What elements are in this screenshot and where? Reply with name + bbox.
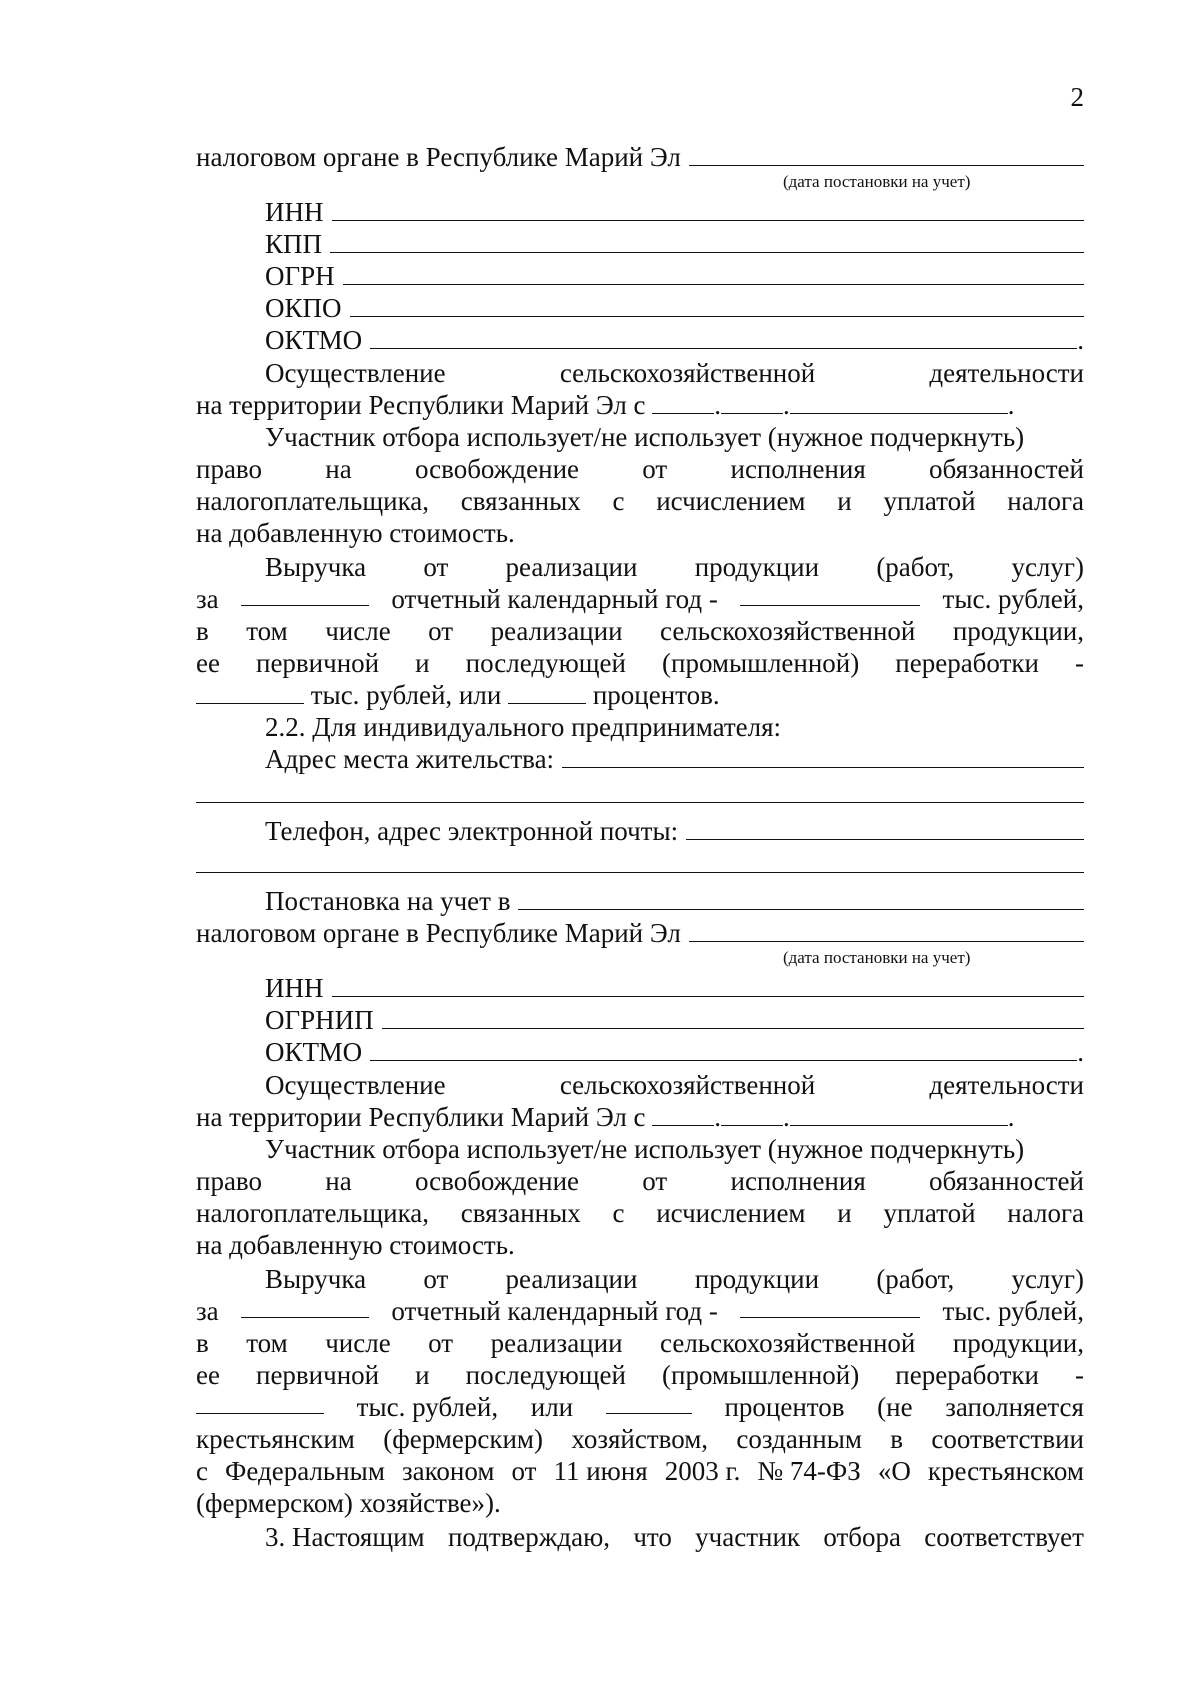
word: в	[890, 1424, 904, 1454]
farm-activity-line-1	[265, 1069, 1084, 1101]
word: от	[423, 1264, 449, 1294]
page-number: 2	[1070, 82, 1084, 112]
word: крестьянском	[927, 1456, 1084, 1486]
oktmo-line	[265, 1036, 1084, 1068]
word: налогоплательщика,	[196, 1198, 430, 1228]
oktmo-period: .	[1077, 325, 1084, 355]
revenue-year-field[interactable]	[241, 1295, 369, 1318]
word: последующей	[465, 648, 626, 678]
word: освобождение	[414, 454, 580, 484]
revenue-year-field[interactable]	[241, 583, 369, 606]
word: право	[196, 454, 262, 484]
word: Осуществление	[265, 358, 446, 388]
word: за	[196, 1296, 219, 1326]
word: связанных	[460, 486, 581, 516]
kpp-line	[265, 228, 1084, 260]
start-day-field[interactable]	[652, 391, 714, 414]
word: числе	[325, 1328, 391, 1358]
registration-date-field[interactable]	[689, 919, 1084, 942]
revenue-line-2	[196, 583, 1084, 615]
word: подтверждаю,	[447, 1522, 611, 1552]
word: законом	[401, 1456, 495, 1486]
word: переработки	[895, 1360, 1039, 1390]
word: № 74-ФЗ	[757, 1456, 861, 1486]
word: продукции	[694, 1264, 820, 1294]
word: соответствии	[931, 1424, 1084, 1454]
address-field[interactable]	[562, 745, 1084, 768]
word: обязанностей	[929, 1166, 1084, 1196]
word: или	[530, 1392, 574, 1422]
ogrn-label: ОГРН	[265, 261, 335, 291]
phone-label: Телефон, адрес электронной почты:	[265, 816, 679, 846]
word: уплатой	[883, 1198, 976, 1228]
word: сельскохозяйственной	[559, 1070, 816, 1100]
start-month-field[interactable]	[721, 1103, 783, 1126]
word: сельскохозяйственной	[660, 616, 916, 646]
word: (промышленной)	[662, 1360, 860, 1390]
word: -	[1074, 648, 1084, 678]
word: процентов	[724, 1392, 845, 1422]
word: от	[423, 552, 449, 582]
agri-revenue-field[interactable]	[196, 1391, 324, 1414]
revenue-line-4	[196, 1359, 1084, 1391]
revenue-line-4	[196, 647, 1084, 679]
word: уплатой	[883, 486, 976, 516]
phone-line	[265, 815, 1084, 847]
tax-authority-line-2	[196, 917, 1084, 949]
word: от	[428, 1328, 454, 1358]
date-separator: .	[714, 1102, 722, 1132]
word: налога	[1007, 486, 1084, 516]
farm-activity-label: на территории Республики Марий Эл с	[196, 1102, 646, 1132]
word: процентов.	[592, 680, 720, 710]
word: реализации	[490, 616, 623, 646]
word: ее	[196, 648, 220, 678]
inn-field[interactable]	[332, 198, 1085, 221]
word: сельскохозяйственной	[660, 1328, 916, 1358]
word: тыс. рублей,	[942, 1296, 1084, 1326]
word: реализации	[490, 1328, 623, 1358]
phone-email-field[interactable]	[686, 817, 1084, 840]
word: услуг)	[1011, 552, 1084, 582]
revenue-line-1	[265, 551, 1084, 583]
word: переработки	[895, 648, 1039, 678]
word: Осуществление	[265, 1070, 446, 1100]
word: деятельности	[929, 358, 1084, 388]
word: тыс. рублей, или	[310, 680, 502, 710]
revenue-line-6	[196, 1423, 1084, 1455]
oktmo-label: ОКТМО	[265, 325, 363, 355]
vat-line-2	[196, 1165, 1084, 1197]
word: и	[415, 1360, 430, 1390]
word: тыс. рублей,	[942, 584, 1084, 614]
ogrn-field[interactable]	[343, 262, 1084, 285]
ogrnip-line	[265, 1004, 1084, 1036]
revenue-amount-field[interactable]	[740, 583, 920, 606]
word: 11 июня	[553, 1456, 648, 1486]
vat-line-1: Участник отбора использует/не использует (нужное подчеркнуть)	[265, 1134, 1025, 1164]
vat-line-4: на добавленную стоимость.	[196, 1230, 515, 1260]
word: исчислением	[656, 486, 806, 516]
farm-activity-line-1	[265, 357, 1084, 389]
word: право	[196, 1166, 262, 1196]
revenue-line-1	[265, 1263, 1084, 1295]
revenue-line-3	[196, 1327, 1084, 1359]
word: реализации	[505, 552, 638, 582]
inn-label: ИНН	[265, 973, 324, 1003]
word: в	[196, 616, 209, 646]
registration-label: Постановка на учет в	[265, 886, 511, 916]
okpo-label: ОКПО	[265, 293, 342, 323]
word: и	[837, 1198, 852, 1228]
word: исполнения	[730, 454, 866, 484]
word: связанных	[460, 1198, 581, 1228]
word: исчислением	[656, 1198, 806, 1228]
agri-revenue-field[interactable]	[196, 681, 304, 704]
revenue-amount-field[interactable]	[740, 1295, 920, 1318]
word: первичной	[256, 648, 380, 678]
vat-line-3	[196, 1197, 1084, 1229]
word: том	[246, 616, 288, 646]
word: с	[612, 486, 625, 516]
word: реализации	[505, 1264, 638, 1294]
date-period: .	[1007, 390, 1015, 420]
confirmation-line-1	[265, 1521, 1084, 1553]
word: (работ,	[876, 1264, 955, 1294]
inn-field[interactable]	[332, 974, 1085, 997]
vat-line-2	[196, 453, 1084, 485]
word: продукции	[694, 552, 820, 582]
revenue-line-5	[196, 1391, 1084, 1423]
word: на	[325, 1166, 352, 1196]
word: от	[642, 454, 668, 484]
inn-label: ИНН	[265, 197, 324, 227]
word: от	[428, 616, 454, 646]
date-separator: .	[714, 390, 722, 420]
ogrnip-label: ОГРНИП	[265, 1005, 374, 1035]
word: исполнения	[730, 1166, 866, 1196]
word: и	[837, 486, 852, 516]
vat-line-4: на добавленную стоимость.	[196, 518, 515, 548]
kpp-field[interactable]	[330, 230, 1084, 253]
word: продукции,	[952, 616, 1084, 646]
date-separator: .	[783, 390, 790, 420]
word: что	[633, 1522, 672, 1552]
word: числе	[325, 616, 391, 646]
oktmo-field[interactable]	[370, 326, 1077, 349]
word: (промышленной)	[662, 648, 860, 678]
address-line	[265, 743, 1084, 775]
word: первичной	[256, 1360, 380, 1390]
word: от	[642, 1166, 668, 1196]
oktmo-label: ОКТМО	[265, 1037, 363, 1067]
farm-activity-label: на территории Республики Марий Эл с	[196, 390, 646, 420]
registration-date-field[interactable]	[689, 143, 1084, 166]
word: услуг)	[1011, 1264, 1084, 1294]
section-heading: 2.2. Для индивидуального предпринимателя:	[265, 712, 782, 742]
registration-date-caption: (дата постановки на учет)	[783, 948, 971, 967]
word: 3. Настоящим	[265, 1522, 425, 1552]
word: том	[246, 1328, 288, 1358]
tax-authority-label: налоговом органе в Республике Марий Эл	[196, 918, 681, 948]
word: Выручка	[265, 1264, 367, 1294]
oktmo-field[interactable]	[370, 1038, 1077, 1061]
word: Федеральным	[225, 1456, 385, 1486]
word: деятельности	[929, 1070, 1084, 1100]
start-month-field[interactable]	[721, 391, 783, 414]
word: в	[196, 1328, 209, 1358]
word: продукции,	[952, 1328, 1084, 1358]
vat-line-3	[196, 485, 1084, 517]
word: хозяйством,	[571, 1424, 709, 1454]
word: на	[325, 454, 352, 484]
address-field-continuation[interactable]	[196, 802, 1084, 803]
kpp-label: КПП	[265, 229, 323, 259]
word: последующей	[465, 1360, 626, 1390]
start-day-field[interactable]	[652, 1103, 714, 1126]
ogrn-line	[265, 260, 1084, 292]
word: с	[196, 1456, 208, 1486]
word: налогоплательщика,	[196, 486, 430, 516]
date-separator: .	[783, 1102, 790, 1132]
revenue-line-2	[196, 1295, 1084, 1327]
word: налога	[1007, 1198, 1084, 1228]
word: (фермерским)	[383, 1424, 544, 1454]
registration-authority-field[interactable]	[518, 887, 1084, 910]
word: 2003 г.	[664, 1456, 741, 1486]
okpo-line	[265, 292, 1084, 324]
oktmo-period: .	[1077, 1037, 1084, 1067]
revenue-line-7	[196, 1455, 1084, 1487]
word: за	[196, 584, 219, 614]
word: заполняется	[945, 1392, 1084, 1422]
phone-field-continuation[interactable]	[196, 872, 1084, 873]
word: с	[612, 1198, 625, 1228]
agri-percent-field[interactable]	[606, 1391, 692, 1414]
farm-activity-line-2	[196, 389, 1084, 421]
agri-percent-field[interactable]	[508, 681, 586, 704]
ogrnip-field[interactable]	[382, 1006, 1084, 1029]
revenue-line-8: (фермерском) хозяйстве»).	[196, 1488, 501, 1518]
tax-authority-label: налоговом органе в Республике Марий Эл	[196, 142, 681, 172]
word: отбора	[823, 1522, 901, 1552]
revenue-line-5	[196, 679, 1084, 711]
word: и	[415, 648, 430, 678]
start-year-field[interactable]	[790, 391, 1008, 414]
oktmo-line	[265, 324, 1084, 356]
word: созданным	[736, 1424, 862, 1454]
word: крестьянским	[196, 1424, 355, 1454]
vat-line-1: Участник отбора использует/не использует (нужное подчеркнуть)	[265, 422, 1025, 452]
inn-line	[265, 972, 1084, 1004]
farm-activity-line-2	[196, 1101, 1084, 1133]
word: отчетный календарный год -	[391, 1296, 718, 1326]
inn-line	[265, 196, 1084, 228]
registration-line	[265, 885, 1084, 917]
word: -	[1074, 1360, 1084, 1390]
registration-date-caption: (дата постановки на учет)	[783, 172, 971, 191]
address-label: Адрес места жительства:	[265, 744, 555, 774]
word: (не	[877, 1392, 913, 1422]
word: соответствует	[924, 1522, 1084, 1552]
revenue-line-3	[196, 615, 1084, 647]
word: Выручка	[265, 552, 367, 582]
word: (работ,	[876, 552, 955, 582]
word: отчетный календарный год -	[391, 584, 718, 614]
word: тыс. рублей,	[356, 1392, 499, 1422]
tax-authority-line	[196, 141, 1084, 173]
word: освобождение	[414, 1166, 580, 1196]
start-year-field[interactable]	[790, 1103, 1008, 1126]
date-period: .	[1007, 1102, 1015, 1132]
okpo-field[interactable]	[350, 294, 1084, 317]
word: от	[511, 1456, 537, 1486]
word: ее	[196, 1360, 220, 1390]
word: обязанностей	[929, 454, 1084, 484]
word: участник	[695, 1522, 801, 1552]
word: сельскохозяйственной	[559, 358, 816, 388]
word: «О	[877, 1456, 911, 1486]
